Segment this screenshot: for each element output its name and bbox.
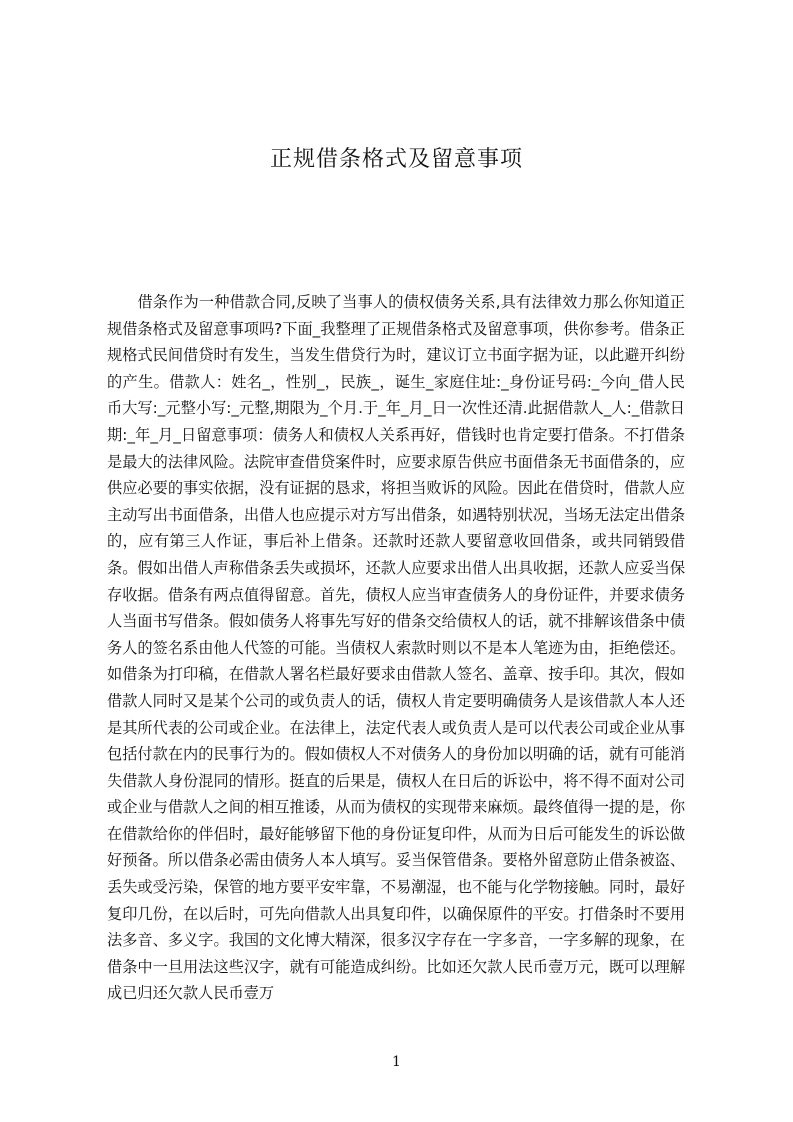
document-body-paragraph: 借条作为一种借款合同,反映了当事人的债权债务关系,具有法律效力那么你知道正规借条格式及留意事项吗?下面_我整理了正规借条格式及留意事项，供你参考。借条正规格式民间借贷时有发生，当发生借贷行为时，建议订立书面字据为证，以此避开纠纷的产生。借款人：姓名_，性别_，民族_，诞生_家庭住址:_身份证号码:_今向_借人民币大写:_元整小写:_元整,期限为_个月.于_年_月_日一次性还清.此据借款人_人:_借款日期:_年_月_日留意事项：债务人和债权人关系再好，借钱时也肯定要打借条。不打借条是最大的法律风险。法院审查借贷案件时，应要求原告供应书面借条无书面借条的，应供应必要的事实依据，没有证据的恳求，将担当败诉的风险。因此在借贷时，借款人应主动写出书面借条，出借人也应提示对方写出借条，如遇特别状况，当场无法定出借条的，应有第三人作证，事后补上借条。还款时还款人要留意收回借条，或共同销毁借条。假如出借人声称借条丢失或损坏，还款人应要求出借人出具收据，还款人应妥当保存收据。借条有两点值得留意。首先，债权人应当审查债务人的身份证件，并要求债务人当面书写借条。假如债务人将事先写好的借条交给债权人的话，就不排解该借条中债务人的签名系由他人代签的可能。当债权人索款时则以不是本人笔迹为由，拒绝偿还。如借条为打印稿，在借款人署名栏最好要求由借款人签名、盖章、按手印。其次，假如借款人同时又是某个公司的或负责人的话，债权人肯定要明确债务人是该借款人本人还是其所代表的公司或企业。在法律上，法定代表人或负责人是可以代表公司或企业从事包括付款在内的民事行为的。假如债权人不对债务人的身份加以明确的话，就有可能消失借款人身份混同的情形。挺直的后果是，债权人在日后的诉讼中，将不得不面对公司或企业与借款人之间的相互推诿，从而为债权的实现带来麻烦。最终值得一提的是，你在借款给你的伴侣时，最好能够留下他的身份证复印件，从而为日后可能发生的诉讼做好预备。所以借条必需由债务人本人填写。妥当保管借条。要格外留意防止借条被盗、丢失或受污染，保管的地方要平安牢靠，不易潮湿，也不能与化学物接触。同时，最好复印几份，在以后时，可先向借款人出具复印件，以确保原件的平安。打借条时不要用法多音、多义字。我国的文化博大精深，很多汉字存在一字多音，一字多解的现象，在借条中一旦用法这些汉字，就有可能造成纠纷。比如还欠款人民币壹万元，既可以理解成已归还欠款人民币壹万 xyxy=(107,293,685,1003)
page-number: 1 xyxy=(392,1054,401,1070)
document-title: 正规借条格式及留意事项 xyxy=(269,147,523,172)
